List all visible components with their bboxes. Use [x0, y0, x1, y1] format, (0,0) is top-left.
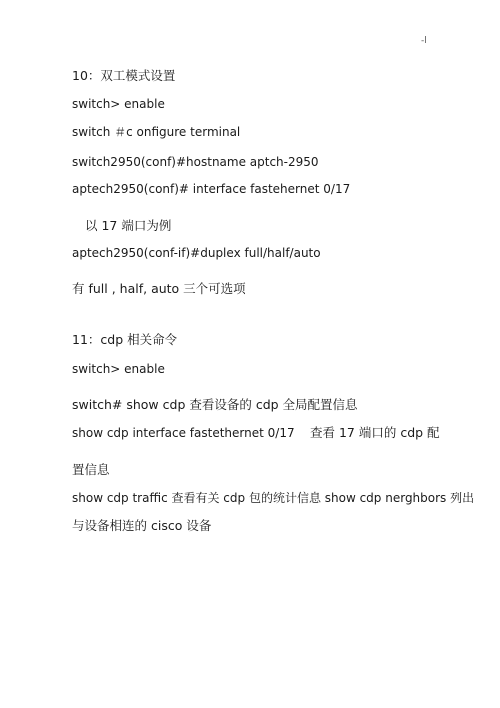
command-line: aptech2950(conf-if)#duplex full/half/auto — [72, 246, 321, 260]
command-line: switch> enable — [72, 362, 165, 376]
command-line: switch ＃c onfigure terminal — [72, 125, 241, 139]
command-line: show cdp interface fastethernet 0/17 — [72, 426, 295, 440]
note-line: 置信息 — [72, 462, 110, 477]
section-heading-duplex: 10：双工模式设置 — [72, 68, 176, 83]
section-heading-cdp: 11：cdp 相关命令 — [72, 332, 178, 347]
command-line: aptech2950(conf)# interface fastehernet 0/17 — [72, 182, 351, 196]
command-line: show cdp traffic 查看有关 cdp 包的统计信息 show cdp nerghbors 列出 — [72, 491, 475, 505]
note-line: 以 17 端口为例 — [85, 218, 172, 233]
note-line: 有 full , half, auto 三个可选项 — [72, 281, 246, 296]
page-mark: -l — [421, 36, 427, 46]
command-line: switch# show cdp 查看设备的 cdp 全局配置信息 — [72, 397, 358, 412]
command-description: 查看 17 端口的 cdp 配 — [310, 425, 440, 440]
command-line: switch> enable — [72, 97, 165, 111]
note-line: 与设备相连的 cisco 设备 — [72, 518, 212, 533]
command-line: switch2950(conf)#hostname aptch-2950 — [72, 155, 319, 169]
